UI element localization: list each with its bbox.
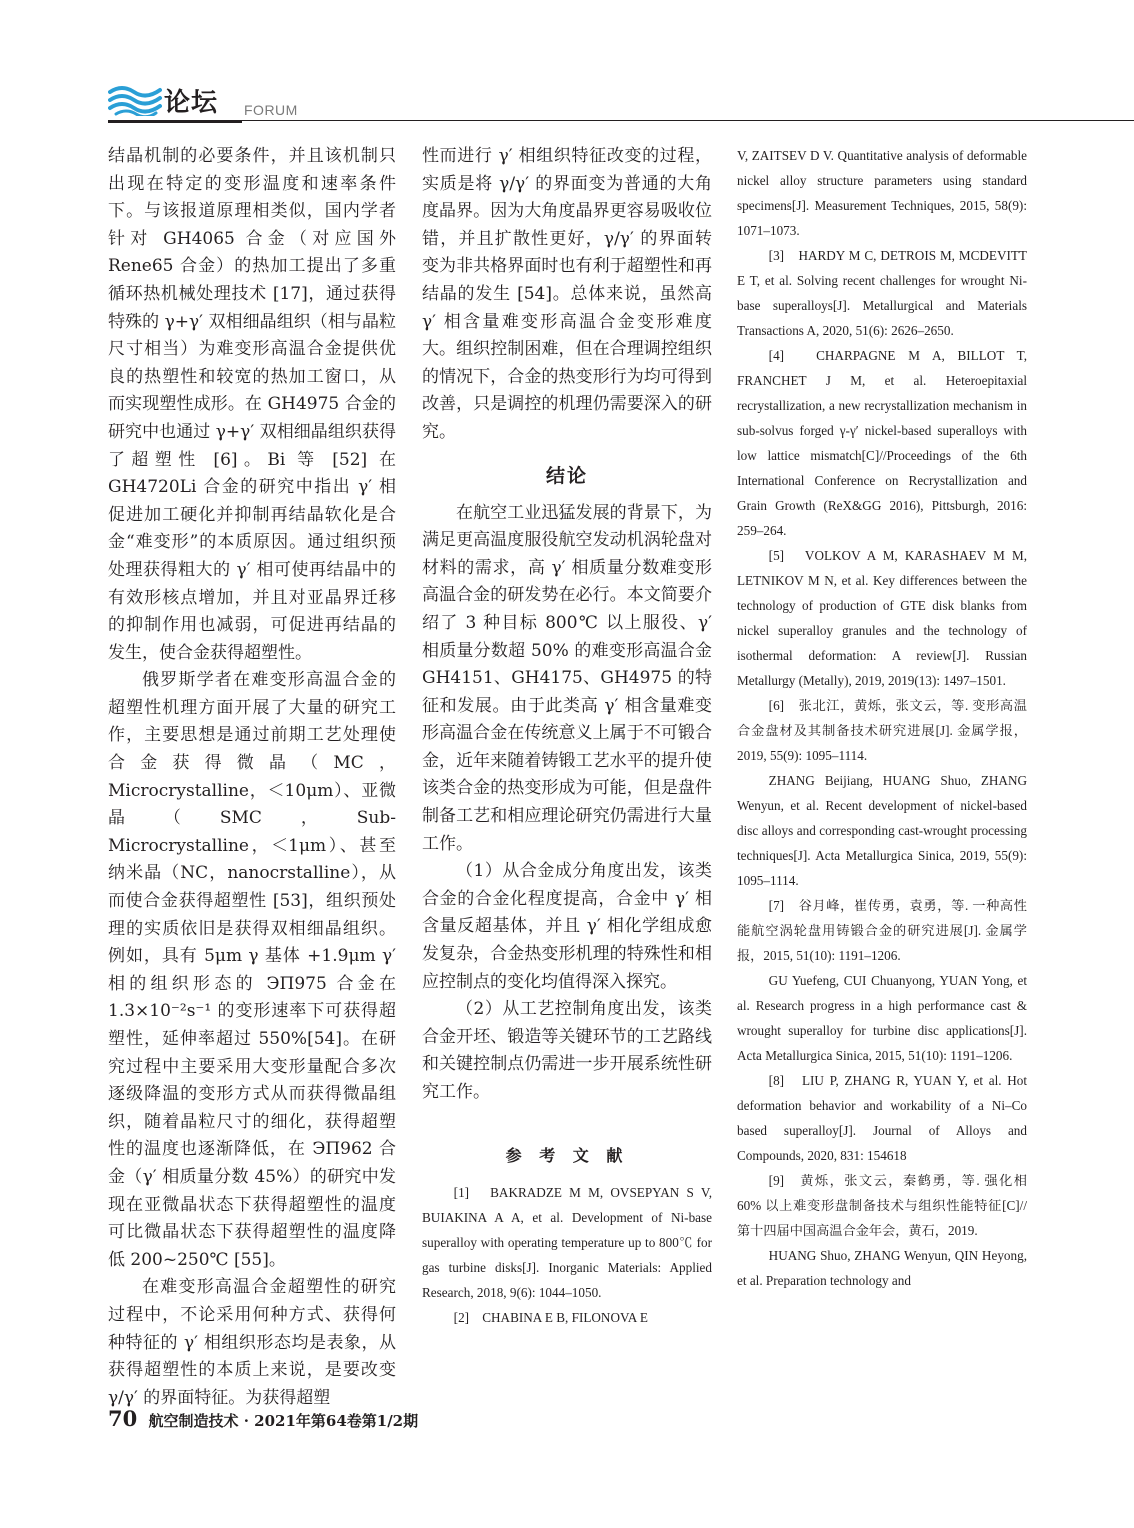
reference-item: [8] LIU P, ZHANG R, YUAN Y, et al. Hot deformation behavior and workability of a Ni–Co based superalloy[J]. Journal of Alloys and Compounds, 2020, 831: 154618 — [737, 1073, 1027, 1163]
page-footer — [108, 1406, 418, 1431]
journal-info: 航空制造技术 · 2021年第64卷第1/2期 — [148, 1412, 419, 1430]
paragraph: （1）从合金成分角度出发，该类合金的合金化程度提高，合金中 γ′ 相含量反超基体，并且 γ′ 相化学组成愈发复杂，合金热变形机理的特殊性和相应控制点的变化均值得深入探究。 — [422, 861, 712, 992]
reference-item: [7] 谷月峰，崔传勇，袁勇，等. 一种高性能航空涡轮盘用铸锻合金的研究进展[J]. 金属学报，2015, 51(10): 1191–1206. — [737, 898, 1027, 963]
section-logo-text: 论坛 — [164, 88, 219, 118]
references-heading: 参 考 文 献 — [505, 1145, 629, 1165]
reference-item: [5] VOLKOV A M, KARASHAEV M M, LETNIKOV M N, et al. Key differences between the technology of production of GTE disk blanks from nickel superalloy granules and the technology of isothermal deformation: A review[J]. Russian Metallurgy (Metally), 2019, 2019(13): 1497–1501. — [737, 548, 1027, 688]
paragraph: （2）从工艺控制角度出发，该类合金开坯、锻造等关键环节的工艺路线和关键控制点仍需进一步开展系统性研究工作。 — [422, 999, 712, 1102]
reference-item: ZHANG Beijiang, HUANG Shuo, ZHANG Wenyun, et al. Recent development of nickel-based disc alloys and corresponding cast-wrought processing techniques[J]. Acta Metallurgica Sinica, 2019, 55(9): 1095–1114. — [737, 773, 1027, 888]
conclusion-heading: 结论 — [545, 464, 588, 487]
column-3-references — [737, 143, 1027, 1293]
column-1 — [108, 143, 396, 1412]
reference-item: [6] 张北江，黄烁，张文云，等. 变形高温合金盘材及其制备技术研究进展[J]. 金属学报，2019, 55(9): 1095–1114. — [737, 698, 1027, 763]
reference-item: [4] CHARPAGNE M A, BILLOT T, FRANCHET J M, et al. Heteroepitaxial recrystallization, a new recrystallization mechanism in sub-solvus forged γ-γ′ nickel-based superalloys with low lattice mismatch[C]//Proceedings of the 6th International Conference on Recrystallization and Grain Growth (ReX&GG 2016), Pittsburgh, 2016: 259–264. — [737, 348, 1027, 538]
reference-item: [1] BAKRADZE M M, OVSEPYAN S V, BUIAKINA A A, et al. Development of Ni-base superalloy with operating temperature up to 800℃ for gas turbine disks[J]. Inorganic Materials: Applied Research, 2018, 9(6): 1044–1050. — [422, 1184, 712, 1300]
reference-item: V, ZAITSEV D V. Quantitative analysis of deformable nickel alloy structure parameters using standard specimens[J]. Measurement Techniques, 2015, 58(9): 1071–1073. — [737, 148, 1027, 238]
paragraph: 俄罗斯学者在难变形高温合金的超塑性机理方面开展了大量的研究工作，主要思想是通过前期工艺处理使合金获得微晶（MC，Microcrystalline，＜10μm）、亚微晶（SMC，Sub-Microcrystalline，＜1μm）、甚至纳米晶（NC，nanocrstalline），从而使合金获得超塑性 [53]，组织预处理的实质依旧是获得双相细晶组织。例如，具有 5μm γ 基体 +1.9μm γ′ 相的组织形态的 ЭП975 合金在 1.3×10⁻²s⁻¹ 的变形速率下可获得超塑性，延伸率超过 550%[54]。在研究过程中主要采用大变形量配合多次逐级降温的变形方式从而获得微晶组织，随着晶粒尺寸的细化，获得超塑性的温度也逐渐降低，在 ЭП962 合金（γ′ 相质量分数 45%）的研究中发现在亚微晶状态下获得超塑性的温度可比微晶状态下获得超塑性的温度降低 200~250℃ [55]。 — [108, 670, 396, 1270]
section-label: FORUM — [244, 102, 298, 118]
reference-item: [3] HARDY M C, DETROIS M, MCDEVITT E T, et al. Solving recent challenges for wrought Ni-base superalloys[J]. Metallurgical and Materials Transactions A, 2020, 51(6): 2626–2650. — [737, 248, 1027, 338]
reference-item: [2] CHABINA E B, FILONOVA E — [453, 1309, 648, 1325]
paragraph: 结晶机制的必要条件，并且该机制只出现在特定的变形温度和速率条件下。与该报道原理相类似，国内学者针对 GH4065 合金（对应国外 Rene65 合金）的热加工提出了多重循环热机械处理技术 [17]，通过获得特殊的 γ+γ′ 双相细晶组织（相与晶粒尺寸相当）为难变形高温合金提供优良的热塑性和较宽的热加工窗口，从而实现塑性成形。在 GH4975 合金的研究中也通过 γ+γ′ 双相细晶组织获得了超塑性 [6]。Bi 等 [52] 在 GH4720Li 合金的研究中指出 γ′ 相促进加工硬化并抑制再结晶软化是合金“难变形”的本质原因。通过组织预处理获得粗大的 γ′ 相可使再结晶中的有效形核点增加，并且对亚晶界迁移的抑制作用也减弱，可促进再结晶的发生，使合金获得超塑性。 — [108, 146, 396, 663]
paragraph: 在难变形高温合金超塑性的研究过程中，不论采用何种方式、获得何种特征的 γ′ 相组织形态均是表象，从获得超塑性的本质上来说，是要改变 γ/γ′ 的界面特征。为获得超塑 — [108, 1277, 396, 1408]
header-rule — [242, 120, 1134, 121]
paragraph: 性而进行 γ′ 相组织特征改变的过程，实质是将 γ/γ′ 的界面变为普通的大角度晶界。因为大角度晶界更容易吸收位错，并且扩散性更好，γ/γ′ 的界面转变为非共格界面时也有利于超塑性和再结晶的发生 [54]。总体来说，虽然高 γ′ 相含量难变形高温合金变形难度大。组织控制困难，但在合理调控组织的情况下，合金的热变形行为均可得到改善，只是调控的机理仍需要深入的研究。 — [422, 146, 712, 442]
page-number: 70 — [108, 1406, 138, 1431]
logo-waves-icon — [108, 84, 162, 116]
reference-item: GU Yuefeng, CUI Chuanyong, YUAN Yong, et al. Research progress in a high performance cast & wrought superalloy for turbine disc applications[J]. Acta Metallurgica Sinica, 2015, 51(10): 1191–1206. — [737, 973, 1027, 1063]
reference-item: [9] 黄烁，张文云，秦鹤勇，等. 强化相 60% 以上难变形盘制备技术与组织性能特征[C]// 第十四届中国高温合金年会，黄石，2019. — [737, 1173, 1027, 1238]
paragraph: 在航空工业迅猛发展的背景下，为满足更高温度服役航空发动机涡轮盘对材料的需求，高 γ′ 相质量分数难变形高温合金的研发势在必行。本文简要介绍了 3 种目标 800℃ 以上服役、γ′ 相质量分数超 50% 的难变形高温合金 GH4151、GH4175、GH4975 的特征和发展。由于此类高 γ′ 相含量难变形高温合金在传统意义上属于不可锻合金，近年来随着铸锻工艺水平的提升使该类合金的热变形成为可能，但是盘件制备工艺和相应理论研究仍需进行大量工作。 — [422, 502, 712, 854]
page-header — [108, 78, 1134, 126]
reference-item: HUANG Shuo, ZHANG Wenyun, QIN Heyong, et al. Preparation technology and — [737, 1248, 1027, 1288]
column-2 — [422, 143, 712, 1330]
header-underline — [108, 120, 242, 123]
